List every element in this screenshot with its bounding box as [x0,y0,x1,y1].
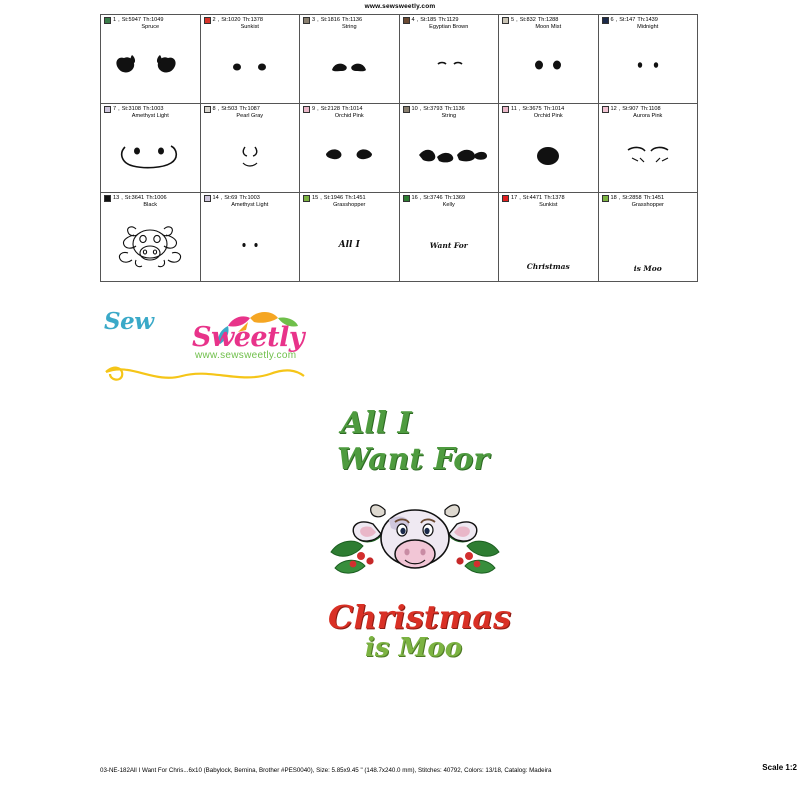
chart-cell-trims: Th:1049 [142,17,164,23]
chart-cell-stitches: St:5947 [121,17,141,23]
chart-cell-index: 13 [113,195,120,201]
chart-cell[interactable] [101,193,201,282]
chart-cell-trims: Th:1014 [341,106,363,112]
chart-cell-head: 8 , St:503 Th:1087 [201,104,300,113]
logo-swoosh [106,369,304,377]
chart-cell-head: 14 , St:69 Th:1003 [201,193,300,202]
chart-cell-stitches: St:69 [224,195,238,201]
color-swatch [602,195,609,202]
chart-cell-index: 12 [610,106,617,112]
stitch-preview [400,209,499,281]
chart-cell-stitches: St:3108 [121,106,141,112]
chart-cell-color-name: Sunkist [240,24,259,30]
color-swatch [602,106,609,113]
chart-cell-stitches: St:1816 [320,17,340,23]
chart-cell[interactable] [300,15,400,104]
chart-cell-head: 4 , St:185 Th:1129 [400,15,499,24]
chart-cell-trims: Th:1378 [242,17,264,23]
chart-cell-index: 15 [312,195,319,201]
chart-cell-index: 8 [212,106,216,112]
cow-artwork [325,480,505,600]
chart-row [101,15,698,104]
color-swatch [204,106,211,113]
chart-cell-index: 6 [610,17,614,23]
design-line-is-moo: is Moo [365,633,463,663]
chart-cell-head: 5 , St:832 Th:1288 [499,15,598,24]
chart-cell[interactable] [300,193,400,282]
chart-cell-stitches: St:832 [519,17,536,23]
chart-cell-head: 13 , St:3641 Th:1006 [101,193,200,202]
chart-cell[interactable] [599,15,699,104]
chart-cell-head: 10 , St:3793 Th:1136 [400,104,499,113]
chart-cell-trims: Th:1003 [142,106,164,112]
chart-cell-head: 16 , St:3746 Th:1369 [400,193,499,202]
chart-cell-index: 10 [411,106,418,112]
chart-cell-trims: Th:1451 [643,195,665,201]
color-swatch [602,17,609,24]
chart-cell-trims: Th:1288 [537,17,559,23]
color-swatch [403,17,410,24]
chart-cell[interactable] [400,104,500,193]
chart-cell-color-name: Moon Mist [535,24,562,30]
stitch-preview [101,209,200,281]
stitch-preview [599,209,698,281]
color-swatch [303,17,310,24]
color-swatch [204,195,211,202]
chart-cell-stitches: St:3793 [423,106,443,112]
stitch-preview [300,120,399,192]
chart-cell-color-name: Pearl Gray [236,113,264,119]
stitch-preview [201,209,300,281]
chart-cell-stitches: St:3675 [522,106,542,112]
stitch-preview [300,31,399,103]
chart-cell-index: 14 [212,195,219,201]
stitch-preview [499,209,598,281]
stitch-preview [499,120,598,192]
chart-cell-trims: Th:1439 [637,17,658,23]
chart-cell-color-name: Spruce [141,24,160,30]
color-swatch [502,17,509,24]
color-swatch [403,106,410,113]
stitch-preview [201,120,300,192]
chart-row [101,193,698,282]
stitch-preview [201,31,300,103]
chart-cell-trims: Th:1136 [444,106,465,112]
chart-cell-trims: Th:1006 [146,195,167,201]
chart-cell-index: 18 [610,195,617,201]
chart-cell-trims: Th:1003 [239,195,260,201]
color-chart [100,14,698,282]
color-swatch [303,195,310,202]
chart-cell-trims: Th:1014 [543,106,565,112]
color-swatch [204,17,211,24]
chart-cell[interactable] [499,15,599,104]
color-swatch [502,195,509,202]
chart-cell-color-name: String [441,113,457,119]
chart-cell[interactable] [201,104,301,193]
chart-cell-head: 6 , St:147 Th:1439 [599,15,698,24]
chart-cell-color-name: Aurora Pink [633,113,663,119]
chart-cell-stitches: St:147 [619,17,636,23]
chart-cell-trims: Th:1451 [345,195,366,201]
chart-cell-color-name: Orchid Pink [533,113,563,119]
color-swatch [502,106,509,113]
chart-cell-stitches: St:2128 [320,106,340,112]
chart-cell-trims: Th:1378 [544,195,565,201]
chart-cell-color-name: Midnight [637,24,659,30]
color-swatch [403,195,410,202]
logo-sweetly-text: Sweetly [192,322,305,353]
chart-cell-stitches: St:2858 [622,195,642,201]
color-swatch [104,195,111,202]
chart-cell[interactable] [201,193,301,282]
chart-cell[interactable] [599,104,699,193]
design-line-want-for: Want For [337,442,490,477]
chart-cell-head: 15 , St:1946 Th:1451 [300,193,399,202]
chart-cell-stitches: St:907 [622,106,639,112]
chart-cell-head: 9 , St:2128 Th:1014 [300,104,399,113]
design-preview [325,400,512,680]
chart-cell-color-name: Sunkist [539,202,558,208]
chart-cell-head: 18 , St:2858 Th:1451 [599,193,698,202]
chart-cell-index: 16 [411,195,418,201]
stitch-text-is-moo: is Moo [633,264,662,273]
chart-cell-head: 1 , St:5947 Th:1049 [101,15,200,24]
chart-cell-index: 1 [113,17,117,23]
chart-cell[interactable] [499,193,599,282]
chart-cell-stitches: St:1946 [323,195,344,201]
stitch-preview [300,209,399,281]
footer-scale: Scale 1:2 [762,763,797,772]
chart-cell-color-name: Amethyst Light [131,113,169,119]
chart-cell-index: 3 [312,17,316,23]
stitch-text-want-for: Want For [429,240,468,250]
stitch-preview [101,120,200,192]
chart-cell-stitches: St:503 [221,106,238,112]
chart-cell-color-name: Egyptian Brown [429,24,469,30]
chart-cell-trims: Th:1108 [640,106,661,112]
chart-row [101,104,698,193]
chart-cell[interactable] [599,193,699,282]
stitch-preview [499,31,598,103]
chart-cell-stitches: St:1020 [221,17,241,23]
chart-cell[interactable] [201,15,301,104]
chart-cell-index: 5 [511,17,515,23]
chart-cell-index: 9 [312,106,316,112]
chart-cell[interactable] [400,193,500,282]
chart-cell-head: 3 , St:1816 Th:1136 [300,15,399,24]
brand-logo [100,300,315,390]
design-line-all-i: All I [341,406,412,441]
chart-cell[interactable] [101,104,201,193]
chart-cell-index: 4 [411,17,415,23]
logo-url-text: www.sewsweetly.com [195,350,297,361]
chart-cell-stitches: St:3641 [124,195,145,201]
stitch-preview [101,31,200,103]
chart-cell-color-name: String [341,24,357,30]
chart-cell[interactable] [400,15,500,104]
stitch-text-all-i: All I [338,240,360,250]
stitch-text-christmas: Christmas [526,262,570,271]
chart-cell-trims: Th:1369 [444,195,466,201]
chart-cell-color-name: Grasshopper [333,202,366,208]
chart-cell-color-name: Black [143,202,158,208]
chart-cell-trims: Th:1129 [438,17,459,23]
chart-cell-stitches: St:185 [420,17,437,23]
chart-cell-index: 11 [511,106,517,112]
stitch-preview [599,120,698,192]
chart-cell-color-name: Amethyst Light [231,202,269,208]
chart-cell-color-name: Orchid Pink [334,113,364,119]
chart-cell-head: 17 , St:4471 Th:1378 [499,193,598,202]
color-swatch [104,106,111,113]
chart-cell-head: 7 , St:3108 Th:1003 [101,104,200,113]
chart-cell-color-name: Kelly [442,202,455,208]
chart-cell[interactable] [101,15,201,104]
chart-cell-head: 12 , St:907 Th:1108 [599,104,698,113]
chart-cell-stitches: St:4471 [522,195,543,201]
chart-cell[interactable] [300,104,400,193]
cow-nostril-left [404,549,409,556]
chart-cell-index: 7 [113,106,117,112]
chart-cell-trims: Th:1136 [341,17,363,23]
cow-nostril-right [420,549,425,556]
chart-cell-index: 2 [212,17,216,23]
chart-cell-index: 17 [511,195,518,201]
chart-cell-stitches: St:3746 [423,195,443,201]
chart-cell-head: 11 , St:3675 Th:1014 [499,104,598,113]
design-line-christmas: Christmas [328,598,512,636]
header-url: www.sewsweetly.com [364,3,436,10]
chart-cell-trims: Th:1087 [239,106,260,112]
chart-cell[interactable] [499,104,599,193]
stitch-preview [400,31,499,103]
stitch-preview [599,31,698,103]
footer-info: 03-NE-182All I Want For Chris...6x10 (Babylock, Bernina, Brother #PES0040), Size: 5.85x9.45 " (148.7x240.0 mm), Stitches: 40792, Colors: 13/18, Catalog: Madeira [100,767,552,774]
logo-sew-text: Sew [104,308,154,335]
chart-cell-head: 2 , St:1020 Th:1378 [201,15,300,24]
color-swatch [104,17,111,24]
chart-cell-color-name: Grasshopper [631,202,664,208]
color-swatch [303,106,310,113]
stitch-preview [400,120,499,192]
